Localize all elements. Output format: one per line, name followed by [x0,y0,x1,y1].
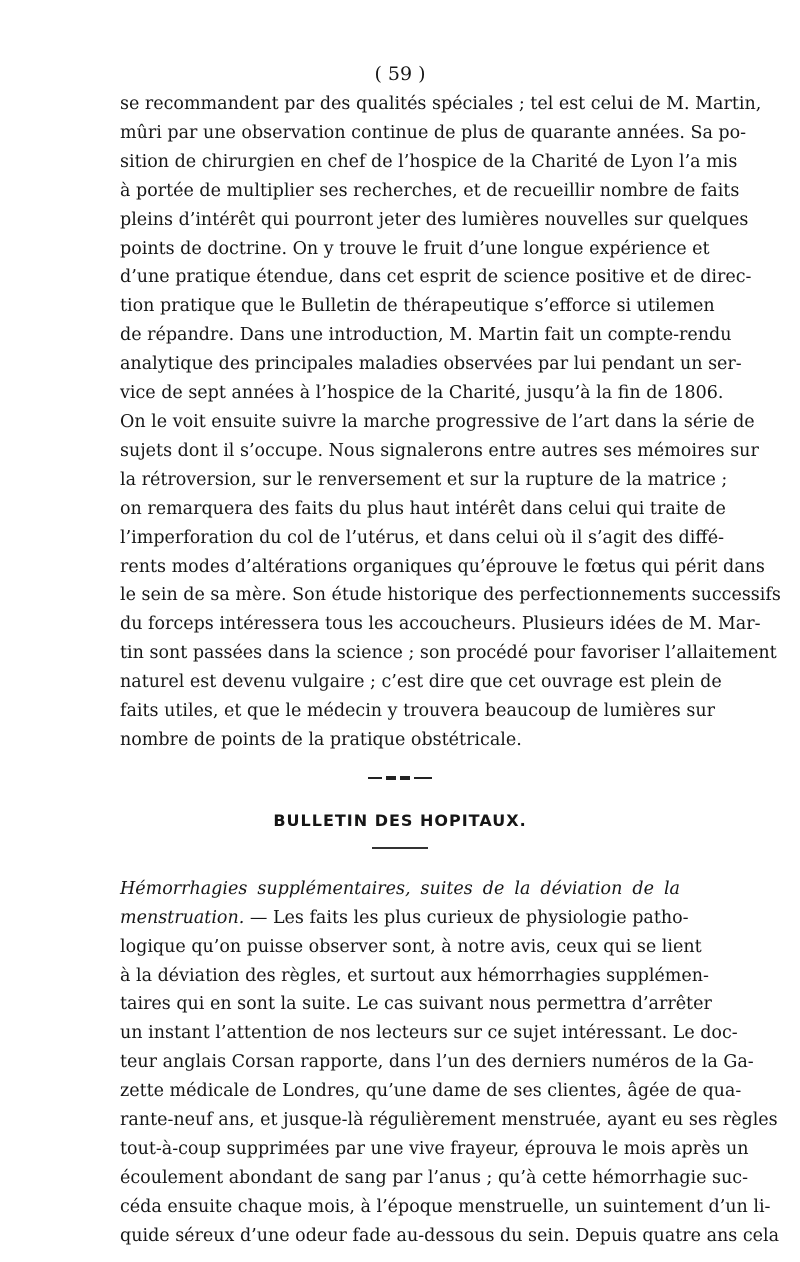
text-line: à la déviation des règles, et surtout aux hémorrhagies supplémen- [120,965,709,986]
text-line: logique qu’on puisse observer sont, à notre avis, ceux qui se lient [120,936,702,957]
text-line: vice de sept années à l’hospice de la Charité, jusqu’à la fin de 1806. [120,383,724,404]
text-line: analytique des principales maladies observées par lui pendant un ser- [120,354,742,375]
text-line: zette médicale de Londres, qu’une dame de ses clientes, âgée de qua- [120,1081,742,1102]
text-line: sition de chirurgien en chef de l’hospice de la Charité de Lyon l’a mis [120,151,738,172]
article-second-line [120,904,689,933]
text-line: le sein de sa mère. Son étude historique des perfectionnements successifs [120,585,781,606]
text-line: à portée de multiplier ses recherches, et de recueillir nombre de faits [120,180,740,201]
text-line: pleins d’intérêt qui pourront jeter des lumières nouvelles sur quelques [120,209,749,230]
review-paragraph [120,90,781,755]
section-heading: BULLETIN DES HOPITAUX. [273,810,527,830]
text-line: On le voit ensuite suivre la marche progressive de l’art dans la série de [120,411,755,432]
text-line: mûri par une observation continue de plus de quarante années. Sa po- [120,122,747,143]
text-line: d’une pratique étendue, dans cet esprit de science positive et de direc- [120,267,752,288]
text-line: la rétroversion, sur le renversement et sur la rupture de la matrice ; [120,469,728,490]
text-line: se recommandent par des qualités spéciales ; tel est celui de M. Martin, [120,94,762,114]
article-title-end: menstruation. [120,907,245,928]
text-line: faits utiles, et que le médecin y trouvera beaucoup de lumières sur [120,701,715,722]
text-line: teur anglais Corsan rapporte, dans l’un des derniers numéros de la Ga- [120,1052,754,1073]
text-line: sujets dont il s’occupe. Nous signalerons entre autres ses mémoires sur [120,440,759,461]
article-first-line [120,875,680,904]
text-line: de répandre. Dans une introduction, M. Martin fait un compte-rendu [120,325,732,346]
text-line: quide séreux d’une odeur fade au-dessous du sein. Depuis quatre ans cela [120,1225,780,1246]
text-line: rante-neuf ans, et jusque-là régulièrement menstruée, ayant eu ses règles [120,1110,778,1131]
article [120,875,780,1251]
article-text: — Les faits les plus curieux de physiologie patho- [244,907,689,928]
ornament-divider [368,769,432,787]
text-line: l’imperforation du col de l’utérus, et dans celui où il s’agit des diffé- [120,527,724,548]
book-page [120,62,781,1251]
text-line: taires qui en sont la suite. Le cas suivant nous permettra d’arrêter [120,994,712,1015]
text-line: un instant l’attention de nos lecteurs sur ce sujet intéressant. Le doc- [120,1023,738,1044]
text-line: écoulement abondant de sang par l’anus ; qu’à cette hémorrhagie suc- [120,1167,749,1188]
text-line: tin sont passées dans la science ; son procédé pour favoriser l’allaitement [120,643,777,664]
text-line: du forceps intéressera tous les accoucheurs. Plusieurs idées de M. Mar- [120,614,761,635]
text-line: rents modes d’altérations organiques qu’éprouve le fœtus qui périt dans [120,556,765,577]
text-line: points de doctrine. On y trouve le fruit d’une longue expérience et [120,238,710,259]
text-line: nombre de points de la pratique obstétricale. [120,729,522,750]
heading-rule [372,847,428,849]
text-line: on remarquera des faits du plus haut intérêt dans celui qui traite de [120,498,726,519]
text-line: céda ensuite chaque mois, à l’époque menstruelle, un suintement d’un li- [120,1196,771,1217]
text-line: naturel est devenu vulgaire ; c’est dire que cet ouvrage est plein de [120,672,722,693]
article-title: Hémorrhagies supplémentaires, suites de la déviation de la [120,878,680,899]
text-line: tion pratique que le Bulletin de thérapeutique s’efforce si utilemen [120,296,715,317]
page-number: ( 59 ) [374,63,426,85]
text-line: tout-à-coup supprimées par une vive frayeur, éprouva le mois après un [120,1139,749,1159]
